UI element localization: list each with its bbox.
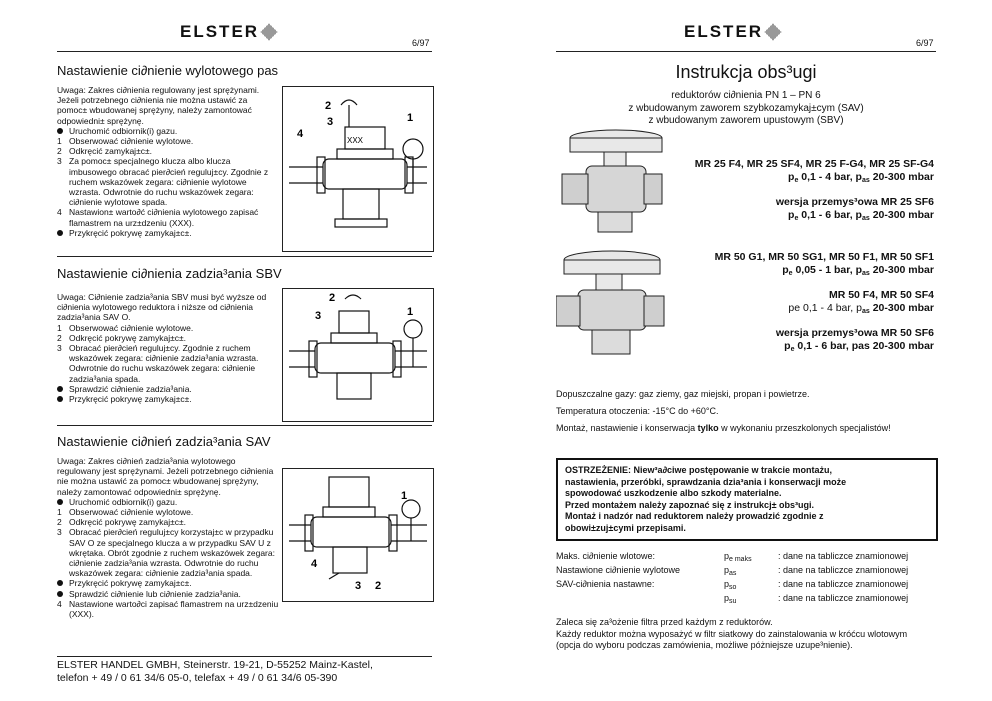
header-rule-right <box>556 51 936 52</box>
fig1-label-1: 1 <box>407 112 414 124</box>
step-number: 1 <box>57 322 62 333</box>
step-number: 2 <box>57 332 62 343</box>
list-item <box>57 126 279 136</box>
step-text: Obracać pier∂cień reguluj±cy. Zgodnie z ruchem wskazówek zegara: ci∂nienie zadzia³ania wzrasta. Odwrotnie do ruchu wskazówek zegara: ci∂nienie zadzia³ania spada. <box>69 343 259 384</box>
installation-note: Montaż, nastawienie i konserwacja tylko w wykonaniu przeszkolonych specjalistów! <box>556 423 891 433</box>
pressure-parameters <box>556 550 948 606</box>
header-rule <box>57 51 432 52</box>
param-row: SAV-ci∂nienia nastawne: $p_{so}$ : dane na tabliczce znamionowej <box>556 579 909 591</box>
list-item <box>57 323 279 333</box>
step-text: Przykręcić pokrywę zamykaj±c±. <box>69 394 192 405</box>
model-mr50-f4: MR 50 F4, MR 50 SF4 pe 0,1 - 4 bar, pas 20-300 mbar <box>788 289 934 315</box>
bullet-icon <box>57 578 69 588</box>
param-row: Nastawione ci∂nienie wylotowe $p_{as}$ : dane na tabliczce znamionowej <box>556 565 909 577</box>
step-number: 3 <box>57 343 62 354</box>
company-footer <box>57 659 373 685</box>
section2-intro: Uwaga: Ci∂nienie zadzia³ania SBV musi być wyższe od ci∂nienia wylotowego reduktora i niższe od ci∂nienia zadzia³ania SAV O. <box>57 292 267 323</box>
fig2-label-1: 1 <box>407 306 414 318</box>
param-row: Maks. ci∂nienie wlotowe: $p_{e maks}$ : dane na tabliczce znamionowej <box>556 551 909 563</box>
step-number: 4 <box>57 207 62 218</box>
list-item <box>57 527 279 578</box>
bullet-icon <box>57 589 69 599</box>
section1-heading: Nastawienie ci∂nienie wylotowego pas <box>57 63 279 78</box>
subtitle-line-3: z wbudowanym zaworem upustowym (SBV) <box>648 115 844 126</box>
list-item <box>57 228 279 238</box>
section1-list <box>57 126 279 238</box>
step-number: 4 <box>57 598 62 609</box>
subtitle-line-1: reduktorów ci∂nienia PN 1 – PN 6 <box>671 90 821 101</box>
step-text: Obserwować ci∂nienie wylotowe. <box>69 322 194 333</box>
section2-heading: Nastawienie ci∂nienia zadzia³ania SBV <box>57 266 282 281</box>
footer-phone: telefon + 49 / 0 61 34/6 05-0, telefax + 49 / 0 61 34/6 05-390 <box>57 672 338 684</box>
subtitle-line-2: z wbudowanym zaworem szybkozamykaj±cym (SAV) <box>628 102 864 114</box>
section3-text <box>57 456 279 619</box>
section1-intro: Uwaga: Zakres ci∂nienia regulowany jest sprężynami. Jeżeli potrzebnego ci∂nienia nie można ustawić za pomoc± wbudowanej sprężyny, należy zamontować odpowiedni± sprężynę. <box>57 85 260 126</box>
step-text: Przykręcić pokrywę zamykaj±c±. <box>69 578 192 589</box>
logo-diamond-icon <box>261 24 278 41</box>
regulator-figure-3 <box>282 468 434 602</box>
fig2-label-2: 2 <box>329 292 336 304</box>
elster-logo: ELSTER <box>180 22 275 42</box>
step-number: 1 <box>57 136 62 147</box>
logo-diamond-icon <box>765 24 782 41</box>
step-text: Nastawione warto∂ci zapisać flamastrem na urz±dzeniu (XXX). <box>69 598 279 620</box>
list-item <box>57 136 279 146</box>
bullet-icon <box>57 126 69 136</box>
list-item <box>57 517 279 527</box>
fig3-label-3: 3 <box>355 580 362 592</box>
step-number: 3 <box>57 527 62 538</box>
step-text: Sprawdzić ci∂nienie zadzia³ania. <box>69 383 192 394</box>
warning-box: OSTRZEŻENIE: Niew³a∂ciwe postępowanie w trakcie montażu, nastawienia, przeróbki, sprawdzania dzia³ania i konserwacji może spowodować uszkodzenie albo szkody materialne. Przed montażem należy zapoznać się z instrukcj± obs³ugi. Montaż i nadzór nad reduktorem należy prowadzić zgodnie z obowi±zuj±cymi przepisami. <box>556 458 938 541</box>
step-text: Odkręcić zamykaj±c±. <box>69 146 153 157</box>
fig1-label-3: 3 <box>327 116 334 128</box>
list-item <box>57 589 279 599</box>
step-number: 2 <box>57 517 62 528</box>
fig1-label-4: 4 <box>297 128 304 140</box>
list-item <box>57 156 279 207</box>
list-item <box>57 578 279 588</box>
section3-list <box>57 497 279 619</box>
elster-logo-right: ELSTER <box>684 22 779 42</box>
list-item <box>57 497 279 507</box>
step-text: Obserwować ci∂nienie wylotowe. <box>69 136 194 147</box>
section3-intro: Uwaga: Zakres ci∂nień zadzia³ania wylotowego regulowany jest sprężynami. Jeżeli potrzebnego ci∂nienia nie można ustawić za pomoc± wbudowanej sprężyny, należy zamontować odpowiedni± sprężynę. <box>57 456 274 497</box>
step-number: 1 <box>57 507 62 518</box>
model-mr50-sf6: wersja przemys³owa MR 50 SF6 pe 0,1 - 6 bar, pas 20-300 mbar <box>775 327 934 353</box>
footer-address: ELSTER HANDEL GMBH, Steinerstr. 19-21, D-55252 Mainz-Kastel, <box>57 659 373 671</box>
page-number: 6/97 <box>412 38 430 48</box>
ambient-temperature: Temperatura otoczenia: -15°C do +60°C. <box>556 406 719 416</box>
regulator-diagram-3 <box>283 469 433 601</box>
step-text: Za pomoc± specjalnego klucza albo klucza imbusowego obracać pier∂cień reguluj±cy. Zgodnie z ruchem wskazówek zegara: ci∂nienie wylotowe wzrasta. Odwrotnie do ruchu wskazówek zegara: ci∂nienie wylotowe spada. <box>69 156 269 208</box>
list-item <box>57 343 279 384</box>
regulator-diagram-2 <box>283 289 433 421</box>
bullet-icon <box>57 497 69 507</box>
fig1-label-2: 2 <box>325 100 332 112</box>
param-row: $p_{su}$ : dane na tabliczce znamionowej <box>724 593 909 605</box>
step-text: Uruchomić odbiornik(i) gazu. <box>69 496 178 507</box>
step-text: Obserwować ci∂nienie wylotowe. <box>69 507 194 518</box>
section1-rule <box>57 256 432 257</box>
regulator-figure-1 <box>282 86 434 252</box>
bullet-icon <box>57 228 69 238</box>
regulator-image-mr25 <box>556 126 666 246</box>
step-text: Obracać pier∂cień reguluj±cy korzystaj±c w przypadku SAV O ze specjalnego klucza a w przypadku SAV U z wkrętaka. Obrót zgodnie z ruchem wskazówek zegara: ci∂nienie zadzia³ania wzrasta. Odwrotnie do ruchu wskazówek zegara: ci∂nienie zadzia³ania spada. <box>69 527 275 579</box>
list-item <box>57 599 279 619</box>
fig3-label-1: 1 <box>401 490 408 502</box>
document-title: Instrukcja obs³ugi <box>675 62 817 82</box>
step-text: Przykręcić pokrywę zamykaj±c±. <box>69 227 192 238</box>
document-subtitle <box>556 90 936 128</box>
model-mr25-sf6: wersja przemys³owa MR 25 SF6 pe 0,1 - 6 bar, pas 20-300 mbar <box>775 196 934 222</box>
step-number: 3 <box>57 156 62 167</box>
step-text: Nastawion± warto∂ć ci∂nienia wylotowego zapisać flamastrem na urz±dzeniu (XXX). <box>69 207 259 228</box>
list-item <box>57 384 279 394</box>
list-item <box>57 146 279 156</box>
list-item <box>57 333 279 343</box>
step-text: Odkręcić pokrywę zamykaj±c±. <box>69 332 187 343</box>
footer-rule <box>57 656 432 657</box>
fig2-label-3: 3 <box>315 310 322 322</box>
page-number-right: 6/97 <box>916 38 934 48</box>
fig1-label-xxx: XXX <box>347 136 364 145</box>
section1-text <box>57 85 279 238</box>
list-item <box>57 207 279 227</box>
regulator-figure-2 <box>282 288 434 422</box>
allowed-gases: Dopuszczalne gazy: gaz ziemy, gaz miejski, propan i powietrze. <box>556 389 810 399</box>
step-text: Sprawdzić ci∂nienie lub ci∂nienie zadzia³ania. <box>69 588 241 599</box>
fig3-label-4: 4 <box>311 558 318 570</box>
regulator-image-mr50 <box>556 248 666 366</box>
section2-rule <box>57 425 432 426</box>
section3-heading: Nastawienie ci∂nień zadzia³ania SAV <box>57 434 271 449</box>
step-text: Uruchomić odbiornik(i) gazu. <box>69 125 178 136</box>
bullet-icon <box>57 394 69 404</box>
bullet-icon <box>57 384 69 394</box>
section2-list <box>57 323 279 405</box>
section2-text <box>57 292 279 404</box>
step-text: Odkręcić pokrywę zamykaj±c±. <box>69 517 187 528</box>
list-item <box>57 394 279 404</box>
list-item <box>57 507 279 517</box>
model-mr25-f4: MR 25 F4, MR 25 SF4, MR 25 F-G4, MR 25 SF-G4 pe 0,1 - 4 bar, pas 20-300 mbar <box>694 158 934 184</box>
step-number: 2 <box>57 146 62 157</box>
fig3-label-2: 2 <box>375 580 382 592</box>
filter-note: Zaleca się za³ożenie filtra przed każdym z reduktorów. Każdy reduktor można wyposażyć w filtr siatkowy do zainstalowania w króćcu wlotowym (opcja do wyboru podczas zamówienia, możliwe póżniejsze uzupe³nienie). <box>556 617 908 650</box>
right-page <box>496 0 992 701</box>
regulator-diagram-1 <box>283 87 433 251</box>
model-mr50-g1: MR 50 G1, MR 50 SG1, MR 50 F1, MR 50 SF1 pe 0,05 - 1 bar, pas 20-300 mbar <box>714 251 934 277</box>
